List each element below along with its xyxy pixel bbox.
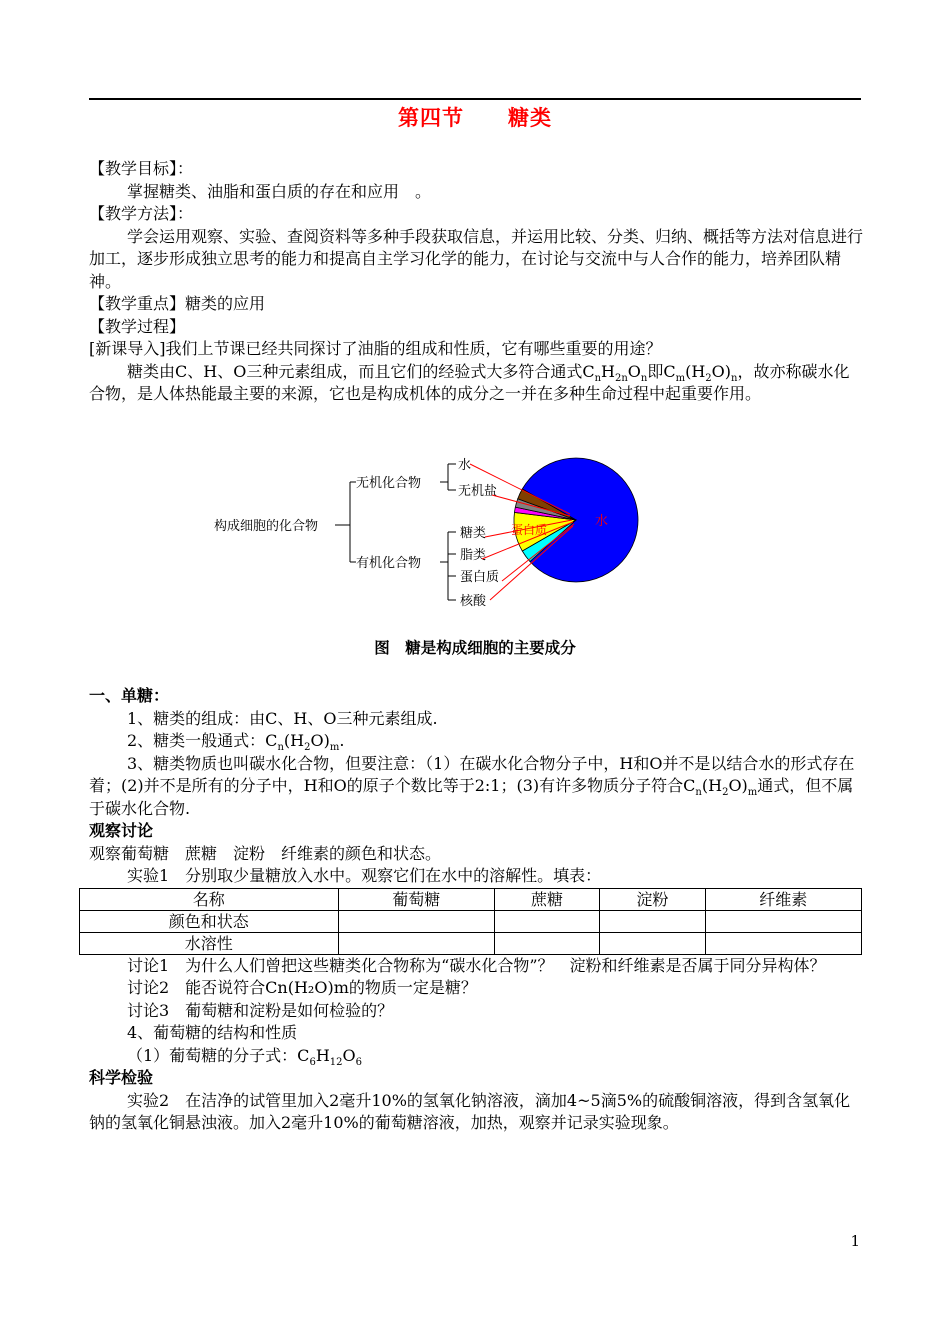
goal-text: 掌握糖类、油脂和蛋白质的存在和应用 。 [127, 181, 432, 201]
table-cell[interactable] [338, 932, 494, 954]
table-cell[interactable] [494, 910, 599, 932]
goal-heading: 【教学目标】： [89, 159, 194, 178]
item-notes: 3、糖类物质也叫碳水化合物，但要注意：（1）在碳水化合物分子中，H和O并不是以结合水的形式存在着；(2)并不是所有的分子中，H和O的原子个数比等于2:1；(3)有许多物质分子符合$C_n(H_2O)_m$通式，但不属于碳水化合物. [89, 753, 855, 818]
experiment-1: 实验1 分别取少量糖放入水中。观察它们在水中的溶解性。填表： [127, 866, 602, 885]
page-title: 第四节 糖类 [398, 106, 552, 130]
discussion-1: 讨论1 为什么人们曾把这些糖类化合物称为“碳水化合物”？ 淀粉和纤维素是否属于同分异构体？ [127, 955, 826, 975]
salt-label: 无机盐 [458, 483, 498, 498]
inorganic-label: 无机化合物 [356, 475, 422, 490]
section-heading-monosaccharide: 一、单糖： [89, 686, 170, 705]
table-header-row [80, 888, 862, 910]
sugar-table [79, 888, 862, 955]
discussion-2: 讨论2 能否说符合Cn(H₂O)m的物质一定是糖？ [127, 978, 477, 997]
carbohydrate-paragraph: 糖类由C、H、O三种元素组成，而且它们的经验式大多符合通式$C_nH_{2n}O_n$即$C_m(H_2O)_n$，故亦称碳水化合物，是人体热能最主要的来源，它也是构成机体的成分之一并在多种生命过程中起重要作用。 [89, 361, 850, 403]
experiment-2: 实验2 在洁净的试管里加入2毫升10%的氢氧化钠溶液，滴加4~5滴5%的硫酸铜溶液，得到含氢氧化钠的氢氧化铜悬浊液。加入2毫升10%的葡萄糖溶液，加热，观察并记录实验现象。 [89, 1090, 851, 1132]
root-label: 构成细胞的化合物 [214, 518, 319, 533]
table-header-cell: 纤维素 [705, 888, 861, 910]
item-formula: 2、糖类一般通式：$C_n(H_2O)_m$. [127, 731, 345, 754]
observe-heading: 观察讨论 [89, 821, 154, 840]
page-number: 1 [850, 1232, 860, 1250]
item-composition: 1、糖类的组成：由C、H、O三种元素组成. [127, 708, 438, 728]
figure-caption: 图 糖是构成细胞的主要成分 [374, 639, 576, 657]
lead-in: [新课导入]我们上节课已经共同探讨了油脂的组成和性质，它有哪些重要的用途？ [89, 339, 662, 358]
glucose-formula: （1）葡萄糖的分子式：$C_6H_{12}O_6$ [127, 1045, 362, 1068]
method-text: 学会运用观察、实验、查阅资料等多种手段获取信息，并运用比较、分类、归纳、概括等方法对信息进行加工，逐步形成独立思考的能力和提高自主学习化学的能力，在讨论与交流中与人合作的能力，培养团队精神。 [89, 226, 864, 291]
science-heading: 科学检验 [89, 1068, 154, 1087]
lipid-label: 脂类 [460, 547, 487, 562]
protein-label: 蛋白质 [460, 569, 500, 584]
table-header-cell: 蔗糖 [494, 888, 599, 910]
header-rule [89, 98, 861, 100]
pie-water-label: 水 [595, 513, 609, 528]
pie-protein-label: 蛋白质 [511, 523, 548, 537]
sugar-label: 糖类 [460, 525, 487, 540]
table-header-cell: 淀粉 [600, 888, 705, 910]
table-cell[interactable] [705, 910, 861, 932]
organic-label: 有机化合物 [356, 555, 422, 570]
table-cell[interactable] [600, 932, 705, 954]
table-cell[interactable] [338, 910, 494, 932]
table-cell[interactable] [705, 932, 861, 954]
method-heading: 【教学方法】： [89, 204, 194, 223]
main-section [89, 685, 863, 1135]
table-cell[interactable] [600, 910, 705, 932]
key-point: 【教学重点】糖类的应用 [89, 294, 266, 313]
intro-section [89, 158, 863, 406]
cell-compounds-diagram [200, 450, 650, 615]
table-cell[interactable] [494, 932, 599, 954]
table-header-cell: 葡萄糖 [338, 888, 494, 910]
water-label: 水 [458, 457, 472, 472]
pie-chart [514, 458, 638, 582]
discussion-3: 讨论3 葡萄糖和淀粉是如何检验的？ [127, 1000, 394, 1020]
nucleic-label: 核酸 [460, 593, 487, 608]
table-row [80, 910, 862, 932]
table-row [80, 932, 862, 954]
table-cell: 水溶性 [80, 932, 339, 954]
process-heading: 【教学过程】 [89, 316, 186, 336]
table-header-cell: 名称 [80, 888, 339, 910]
table-cell: 颜色和状态 [80, 910, 339, 932]
item-glucose-structure: 4、葡萄糖的结构和性质 [127, 1023, 298, 1042]
observe-text: 观察葡萄糖 蔗糖 淀粉 纤维素的颜色和状态。 [89, 843, 442, 863]
